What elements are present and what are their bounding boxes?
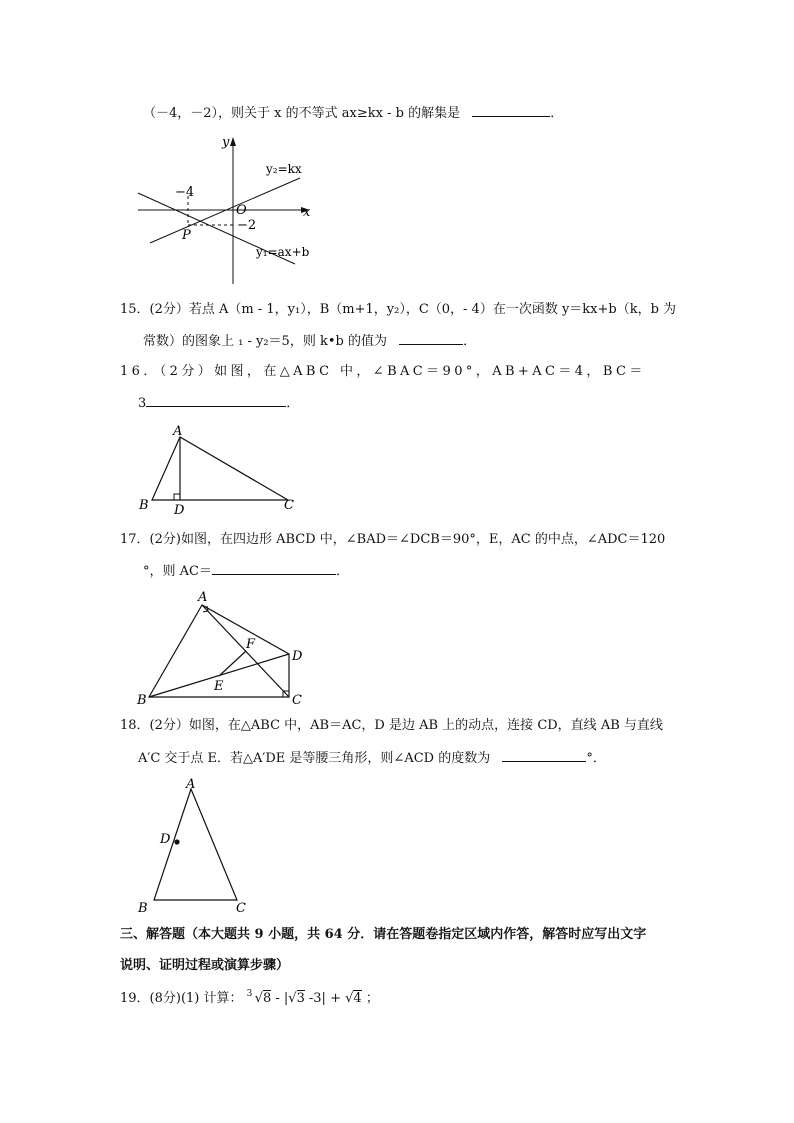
neg2-label: −2: [237, 218, 257, 233]
label-a: A: [198, 590, 208, 605]
q19-prefix: 19．(8分)(1) 计算：: [120, 991, 243, 1006]
label-c: C: [292, 693, 302, 708]
neg4-label: −4: [175, 185, 195, 200]
y2-label: y₂=kx: [266, 162, 302, 176]
q15-line1: 15．(2分）若点 A（m - 1，y₁），B（m+1，y₂），C（0，- 4）在一次函数 y＝kx+b（k，b 为: [120, 302, 677, 317]
q19-sep2: +: [330, 991, 346, 1006]
section3-line2: 说明、证明过程或演算步骤）: [120, 958, 290, 973]
abs-tail: -3: [308, 991, 322, 1006]
q16-line1: 16．（2分）如图，在△ABC 中，∠BAC＝90°，AB+AC＝4，BC＝: [120, 364, 646, 379]
q18-line2-end: °．: [586, 751, 606, 766]
label-e: E: [214, 679, 224, 694]
label-a: A: [173, 424, 183, 439]
label-c: C: [236, 901, 246, 916]
q16-line2: 3 ．: [138, 396, 300, 411]
cbrt-radicand: 8: [262, 991, 272, 1006]
q14-line: （－4，－2），则关于 x 的不等式 ax≥kx - b 的解集是 ．: [143, 106, 564, 121]
label-f: F: [246, 637, 256, 652]
x-axis-label: x: [303, 205, 311, 220]
q14-text: （－4，－2），则关于 x 的不等式 ax≥kx - b 的解集是: [143, 106, 461, 121]
cbrt-index: 3: [246, 989, 253, 999]
label-d: D: [292, 649, 303, 664]
y-axis-label: y: [222, 135, 230, 150]
section3-line1: 三、解答题（本大题共 9 小题，共 64 分．请在答题卷指定区域内作答，解答时应写出文字: [120, 927, 647, 942]
label-b: B: [138, 901, 148, 916]
q16-line2-prefix: 3: [138, 396, 147, 411]
abs-expression: |√3 -3|: [283, 991, 326, 1006]
cbrt-expression: 3 √8: [247, 990, 272, 1008]
q19-line: [120, 990, 379, 1008]
label-b: B: [139, 498, 149, 513]
q18-line2-text: A′C 交于点 E．若△A′DE 是等腰三角形，则∠ACD 的度数为: [138, 751, 491, 766]
label-a: A: [186, 777, 196, 792]
point-d: [174, 839, 179, 844]
origin-label: O: [236, 203, 247, 218]
label-b: B: [137, 693, 147, 708]
q18-line1: 18．(2分）如图，在△ABC 中，AB＝AC，D 是边 AB 上的动点，连接 CD，直线 AB 与直线: [120, 718, 663, 733]
abs-radicand: 3: [296, 991, 305, 1006]
q15-line2: 常数）的图象上 ₁ - y₂＝5，则 k•b 的值为 ．: [143, 334, 477, 349]
label-c: C: [284, 498, 294, 513]
q19-sep1: -: [275, 991, 284, 1006]
y1-label: y₁=ax+b: [256, 245, 310, 259]
q17-line1: 17．(2分)如图，在四边形 ABCD 中，∠BAD＝∠DCB＝90°，E，AC 的中点，∠ADC＝120: [120, 532, 666, 547]
sqrt-radicand: 4: [353, 991, 362, 1006]
q17-line2: °，则 AC＝ ．: [143, 564, 349, 579]
sqrt-expression: √4: [345, 991, 362, 1006]
label-d: D: [174, 503, 185, 518]
label-d: D: [160, 832, 171, 847]
point-p-label: P: [182, 228, 191, 243]
q15-line2-text: 常数）的图象上 ₁ - y₂＝5，则 k•b 的值为: [143, 334, 387, 349]
q19-end: ；: [365, 991, 379, 1006]
q17-line2-text: °，则 AC＝: [143, 564, 212, 579]
